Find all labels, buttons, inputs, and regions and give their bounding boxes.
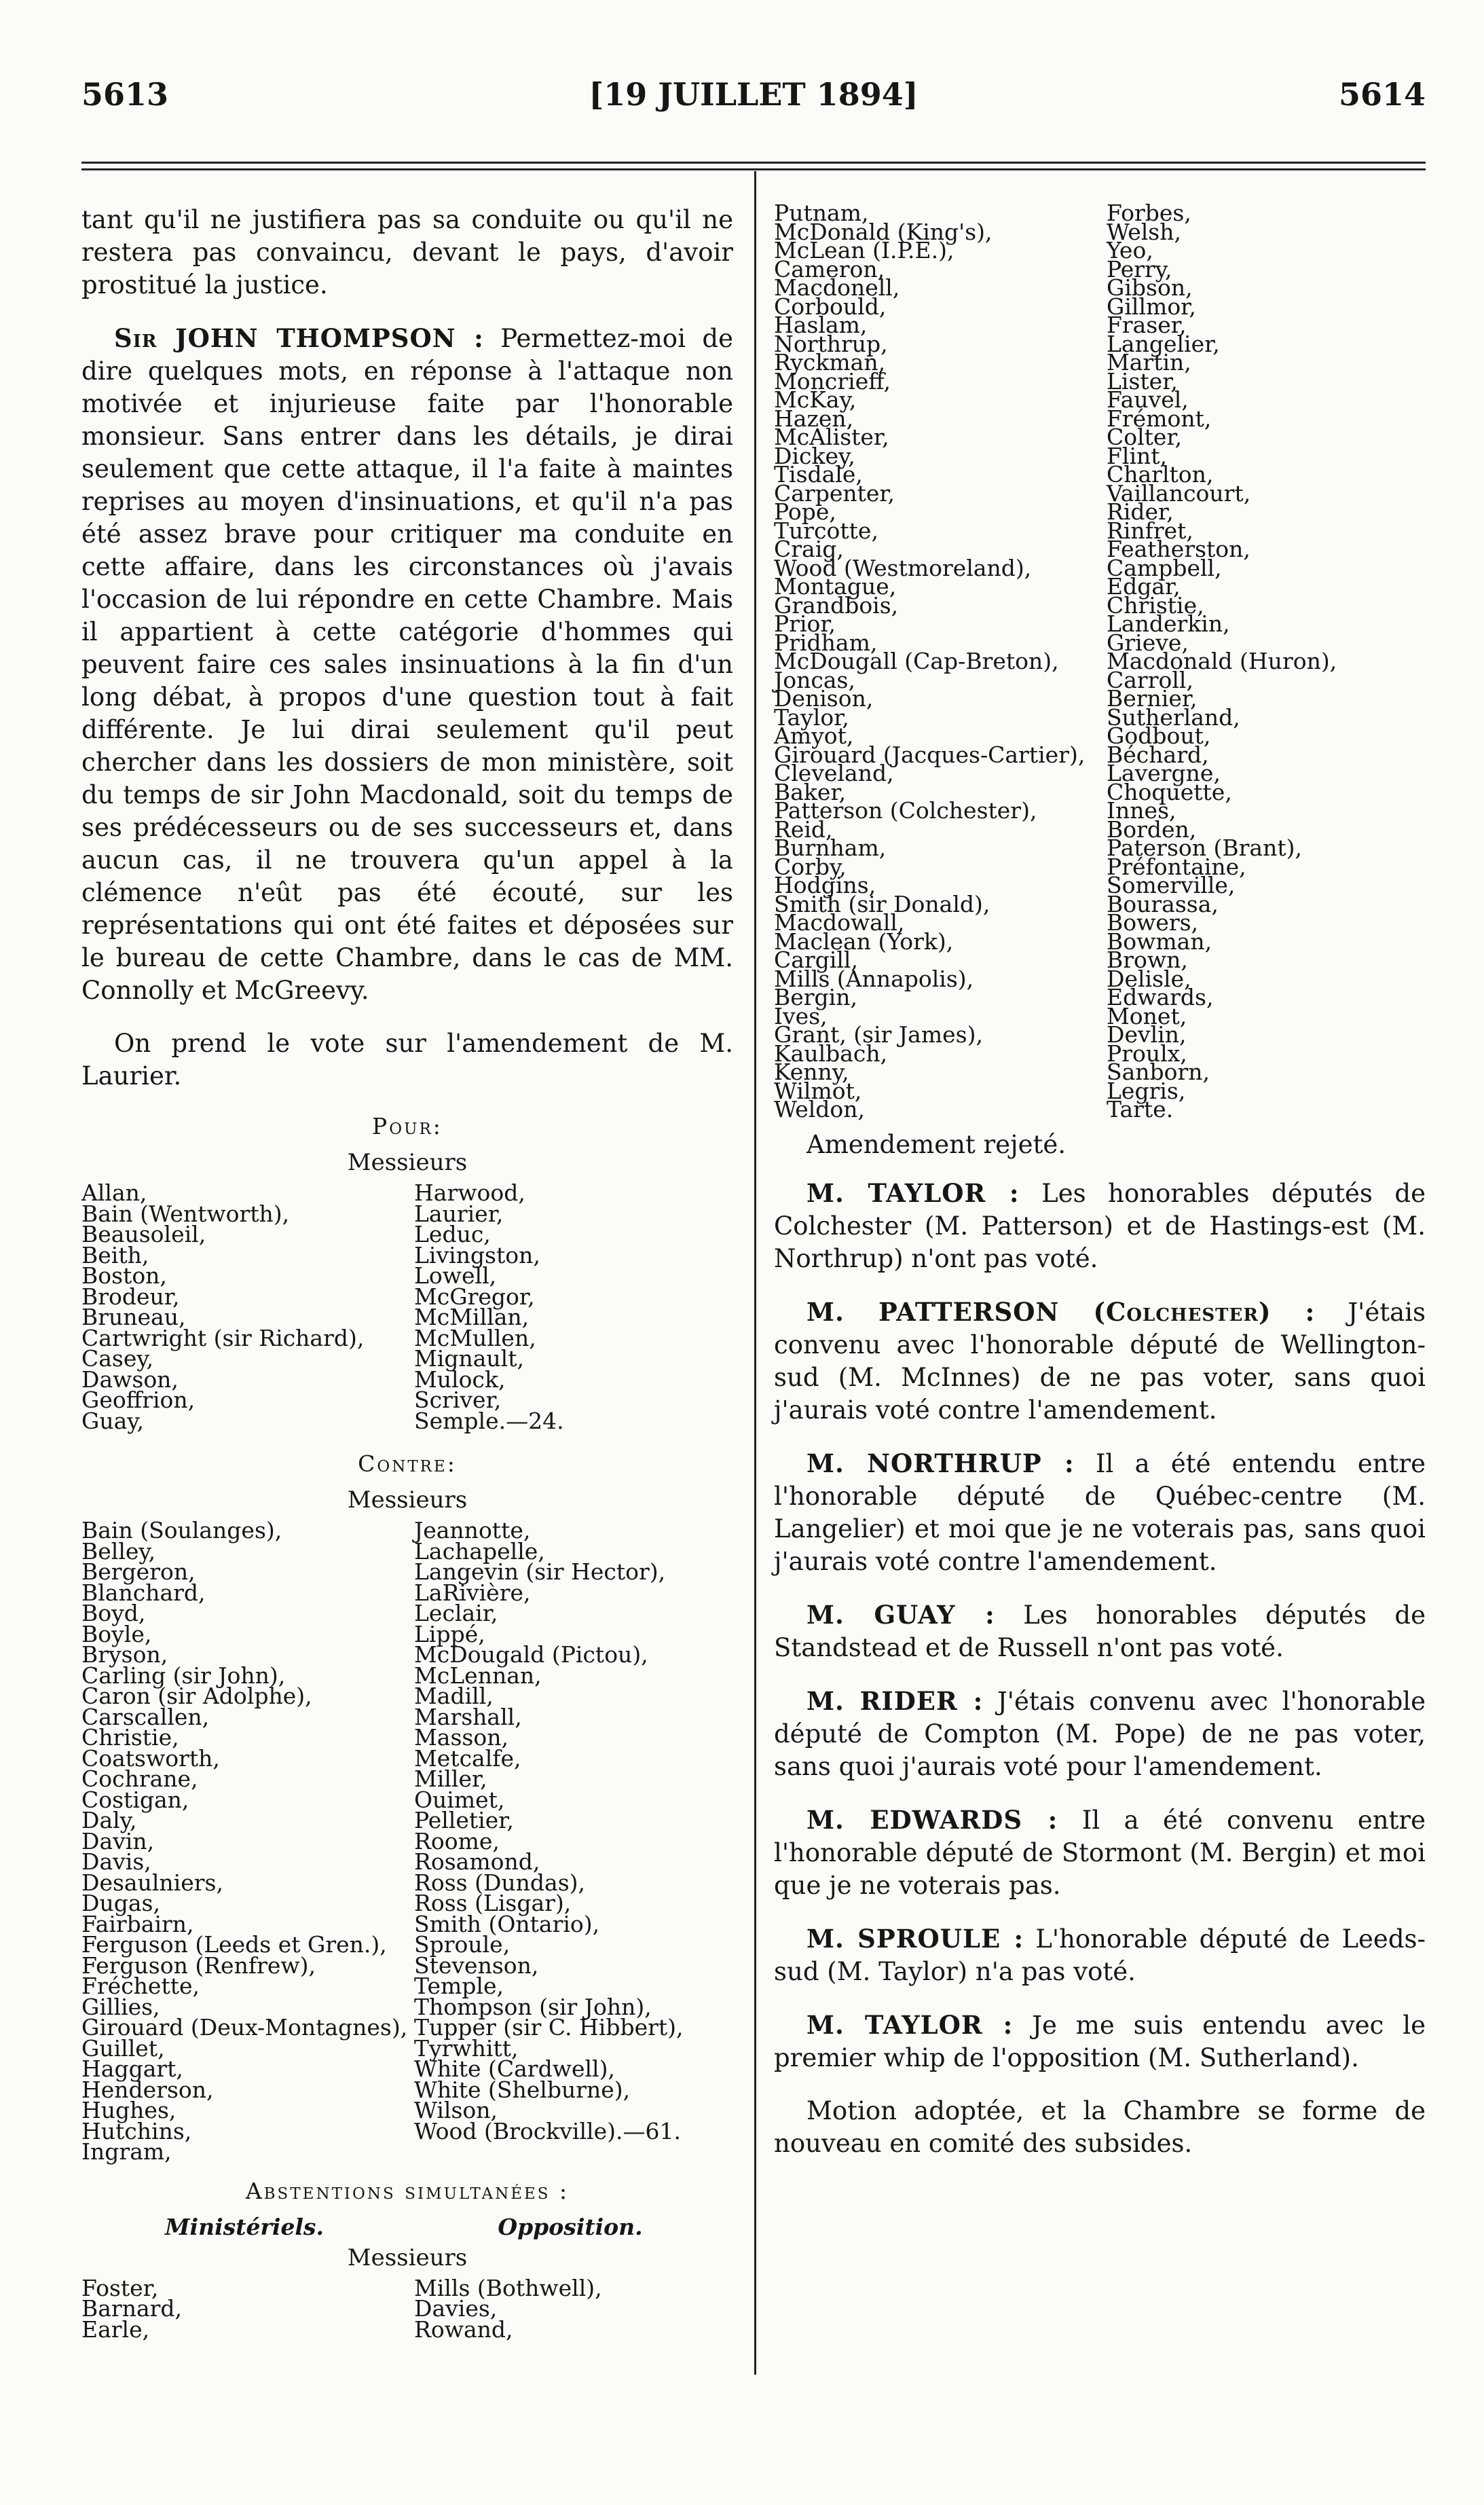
left-column	[81, 204, 733, 2343]
member-name: Thompson (sir John),	[414, 1993, 652, 2020]
member-name: Coatsworth,	[81, 1744, 220, 1772]
member-name: Tyrwhitt,	[414, 2034, 519, 2062]
statement-text: L'honorable député de Leeds-sud (M. Taylor) n'a pas voté.	[774, 1924, 1426, 1986]
member-name: Ingram,	[81, 2138, 172, 2165]
member-name: Casey,	[81, 1345, 154, 1372]
member-name: Livingston,	[414, 1241, 540, 1268]
member-name: White (Shelburne),	[414, 2076, 631, 2103]
member-name: Bowman,	[1107, 928, 1212, 955]
statement-paragraph	[774, 1922, 1426, 1988]
member-name: Bourassa,	[1107, 890, 1219, 917]
member-name: Scriver,	[414, 1387, 502, 1413]
member-name: Rider,	[1107, 498, 1174, 525]
contre-messieurs: Messieurs	[347, 1486, 468, 1514]
member-name: McDonald (King's),	[774, 218, 993, 245]
member-name: Langelier,	[1107, 330, 1220, 357]
member-name: Lavergne,	[1107, 760, 1221, 786]
member-name: Cochrane,	[81, 1766, 198, 1792]
pour-heading: Pour:	[372, 1113, 443, 1139]
member-name: Pridham,	[774, 629, 878, 656]
member-name: Jeannotte,	[414, 1517, 531, 1543]
member-name: Corby,	[774, 853, 847, 880]
member-name: Ouimet,	[414, 1786, 505, 1813]
member-name: Mignault,	[414, 1345, 524, 1372]
member-name: McLean (I.P.E.),	[774, 237, 954, 263]
member-name	[414, 2142, 733, 2163]
member-name: Allan,	[81, 1180, 147, 1206]
member-name: Campbell,	[1107, 554, 1222, 581]
statement-text: Je me suis entendu avec le premier whip de l'opposition (M. Sutherland).	[774, 2010, 1426, 2072]
statement-paragraph	[774, 1685, 1426, 1783]
column-divider	[754, 171, 756, 2375]
member-name: Bergeron,	[81, 1558, 196, 1585]
member-name: Borden,	[1107, 816, 1197, 843]
opening-paragraph: tant qu'il ne justifiera pas sa conduite ou qu'il ne restera pas convaincu, devant le pays, d'avoir prostitué la justice.	[81, 205, 733, 299]
member-name: Ives,	[774, 1002, 828, 1029]
member-name: Earle,	[81, 2316, 150, 2343]
member-name: Masson,	[414, 1724, 508, 1751]
member-name: Bryson,	[81, 1641, 168, 1668]
member-name: Gillmor,	[1107, 293, 1196, 320]
member-name: Burnham,	[774, 835, 887, 861]
member-name: Foster,	[81, 2274, 159, 2301]
member-name: Moncrieff,	[774, 367, 891, 395]
member-name: Grant, (sir James),	[774, 1021, 983, 1048]
member-name: Leclair,	[414, 1600, 498, 1626]
members-statements	[774, 1177, 1426, 2074]
member-name: Davin,	[81, 1827, 155, 1854]
member-name: Blanchard,	[81, 1579, 206, 1606]
member-name: Turcotte,	[774, 517, 878, 544]
speaker-name: M. SPROULE :	[806, 1923, 1024, 1954]
member-name: Amyot,	[774, 723, 854, 749]
speaker-name: Sir JOHN THOMPSON :	[114, 323, 484, 353]
member-name: Innes,	[1107, 797, 1176, 824]
member-name: Corbould,	[774, 293, 887, 320]
member-name: Girouard (Jacques-Cartier),	[774, 741, 1086, 768]
speaker-name: M. RIDER :	[806, 1685, 984, 1716]
member-name: Monet,	[1107, 1002, 1187, 1029]
member-name: Bergin,	[774, 984, 857, 1010]
abstentions-messieurs: Messieurs	[347, 2244, 468, 2271]
member-name: Featherston,	[1107, 536, 1250, 562]
speaker-name: M. TAYLOR :	[806, 2009, 1014, 2040]
member-name: Tarte.	[1107, 1096, 1174, 1122]
member-name: Préfontaine,	[1107, 853, 1246, 880]
member-name: Boyle,	[81, 1620, 152, 1647]
member-name: Colter,	[1107, 424, 1183, 450]
member-name: Choquette,	[1107, 778, 1232, 805]
member-name: Mulock,	[414, 1366, 506, 1393]
contre-list-continued	[774, 200, 1426, 1122]
header-date: [19 JUILLET 1894]	[589, 76, 919, 113]
member-name: Marshall,	[414, 1703, 522, 1730]
vote-announcement: On prend le vote sur l'amendement de M. Laurier.	[81, 1029, 733, 1091]
member-name: Lister,	[1107, 367, 1178, 395]
member-name: Legris,	[1107, 1077, 1186, 1104]
member-name: Bernier,	[1107, 685, 1198, 712]
speaker-name: M. GUAY :	[806, 1599, 995, 1630]
thompson-paragraph	[81, 322, 733, 1007]
member-name: McMillan,	[414, 1304, 530, 1330]
member-name: Beith,	[81, 1241, 149, 1268]
member-name: Fraser,	[1107, 312, 1187, 338]
right-page-number: 5614	[1338, 76, 1426, 113]
member-name: McMullen,	[414, 1324, 536, 1351]
ministeriels-label: Ministériels.	[165, 2213, 324, 2240]
pour-list	[81, 1180, 733, 1434]
member-name: Flint,	[1107, 442, 1168, 469]
contre-list	[81, 1517, 733, 2165]
member-name: Temple,	[414, 1973, 504, 1999]
member-name: Guay,	[81, 1407, 145, 1434]
member-name: Langevin (sir Hector),	[414, 1558, 666, 1585]
page-header	[81, 76, 1426, 124]
member-name: Sutherland,	[1107, 703, 1240, 731]
speaker-name: M. NORTHRUP :	[806, 1448, 1075, 1478]
statement-paragraph	[774, 1598, 1426, 1664]
member-name: Ferguson (Leeds et Gren.),	[81, 1931, 387, 1958]
member-name: Kaulbach,	[774, 1040, 888, 1067]
member-name: Madill,	[414, 1683, 494, 1709]
member-name: Roome,	[414, 1827, 500, 1854]
statement-text: Il a été convenu entre l'honorable député de Stormont (M. Bergin) et moi que je ne voterais pas.	[774, 1805, 1426, 1900]
member-name: Taylor,	[774, 703, 849, 731]
member-name: Pelletier,	[414, 1807, 514, 1833]
member-name: Denison,	[774, 685, 874, 712]
member-name: Wood (Brockville).—61.	[414, 2117, 681, 2144]
member-name: Cameron,	[774, 255, 885, 282]
member-name: Carscallen,	[81, 1703, 210, 1730]
abstentions-list	[81, 2274, 733, 2343]
member-name: Hughes,	[81, 2097, 177, 2123]
member-name: Mills (Bothwell),	[414, 2274, 602, 2301]
pour-messieurs: Messieurs	[347, 1149, 468, 1176]
member-name: Macdonell,	[774, 274, 900, 301]
vote-result: Amendement rejeté.	[806, 1129, 1066, 1159]
abstentions-groups	[81, 2214, 733, 2240]
member-name: Henderson,	[81, 2076, 214, 2103]
final-motion: Motion adoptée, et la Chambre se forme de nouveau en comité des subsides.	[774, 2096, 1426, 2158]
member-name: Girouard (Deux-Montagnes),	[81, 2014, 408, 2041]
member-name: LaRivière,	[414, 1579, 531, 1606]
member-name: Ross (Dundas),	[414, 1869, 586, 1896]
member-name: Wilmot,	[774, 1077, 862, 1104]
member-name: Cargill,	[774, 947, 858, 973]
member-name: Metcalfe,	[414, 1744, 521, 1772]
member-name: Bowers,	[1107, 909, 1199, 936]
member-name: Fauvel,	[1107, 386, 1189, 413]
member-name: Maclean (York),	[774, 928, 954, 955]
contre-heading: Contre:	[358, 1450, 457, 1477]
member-name: Hutchins,	[81, 2117, 192, 2144]
member-name: Somerville,	[1107, 872, 1236, 898]
member-name: Reid,	[774, 816, 833, 843]
member-name: Grandbois,	[774, 591, 899, 619]
speaker-name: M. TAYLOR :	[806, 1177, 1020, 1208]
member-name: Forbes,	[1107, 200, 1191, 226]
member-name: Charlton,	[1107, 461, 1214, 488]
member-name: Gibson,	[1107, 274, 1193, 301]
member-name: Béchard,	[1107, 741, 1209, 768]
statement-text: J'étais convenu avec l'honorable député de Wellington-sud (M. McInnes) de ne pas voter, sans quoi j'aurais voté contre l'amendement.	[774, 1297, 1426, 1425]
member-name: McGregor,	[414, 1283, 535, 1310]
statement-text: J'étais convenu avec l'honorable député de Compton (M. Pope) de ne pas voter, sans quoi j'aurais voté pour l'amendement.	[774, 1686, 1426, 1781]
member-name: Wood (Westmoreland),	[774, 554, 1032, 581]
member-name: Cartwright (sir Richard),	[81, 1324, 365, 1351]
member-name: Sanborn,	[1107, 1059, 1210, 1085]
member-name: Welsh,	[1107, 218, 1181, 245]
member-name: Carpenter,	[774, 479, 895, 507]
member-name: Carling (sir John),	[81, 1662, 286, 1689]
right-column	[774, 200, 1426, 2180]
member-name: Prior,	[774, 610, 836, 637]
member-name: Grieve,	[1107, 629, 1189, 656]
member-name: Lachapelle,	[414, 1537, 545, 1565]
left-page-number: 5613	[81, 76, 169, 113]
member-name: Perry,	[1107, 255, 1172, 282]
member-name: Edwards,	[1107, 984, 1214, 1010]
member-name: Lippé,	[414, 1620, 485, 1647]
member-name: Martin,	[1107, 349, 1191, 376]
header-rule-top	[81, 162, 1426, 164]
member-name: Beausoleil,	[81, 1221, 206, 1247]
member-name: Rowand,	[414, 2316, 513, 2343]
member-name: Haggart,	[81, 2055, 183, 2082]
member-name: Bain (Soulanges),	[81, 1517, 282, 1543]
member-name: Boyd,	[81, 1600, 146, 1626]
statement-text: Il a été entendu entre l'honorable député de Québec-centre (M. Langelier) et moi que je ne voterais pas, sans quoi j'aurais voté contre l'amendement.	[774, 1448, 1426, 1576]
header-rule-bottom	[81, 168, 1426, 170]
member-name: Gillies,	[81, 1993, 160, 2020]
member-name: Guillet,	[81, 2034, 165, 2062]
statement-text: Les honorables députés de Standstead et de Russell n'ont pas voté.	[774, 1600, 1426, 1662]
member-name: Yeo,	[1107, 237, 1153, 263]
member-name: McDougald (Pictou),	[414, 1641, 648, 1668]
member-name: McDougall (Cap-Breton),	[774, 648, 1059, 674]
speaker-name: M. EDWARDS :	[806, 1804, 1058, 1835]
member-name: Stevenson,	[414, 1952, 539, 1979]
member-name: Tupper (sir C. Hibbert),	[414, 2014, 684, 2041]
member-name: Ross (Lisgar),	[414, 1890, 572, 1916]
member-name: Kenny,	[774, 1059, 849, 1085]
member-name: Delisle,	[1107, 965, 1191, 992]
member-name: Landerkin,	[1107, 610, 1230, 637]
member-name: Fréchette,	[81, 1973, 200, 1999]
member-name: Geoffrion,	[81, 1387, 196, 1413]
member-name: Weldon,	[774, 1096, 866, 1122]
member-name: Desaulniers,	[81, 1869, 223, 1896]
member-name: Ryckman,	[774, 349, 886, 376]
member-name: Godbout,	[1107, 723, 1211, 749]
member-name: Frémont,	[1107, 405, 1212, 432]
member-name: White (Cardwell),	[414, 2055, 615, 2082]
member-name: Smith (sir Donald),	[774, 890, 990, 917]
member-name: Macdowall,	[774, 909, 905, 936]
member-name: Barnard,	[81, 2295, 183, 2322]
opposition-label: Opposition.	[498, 2213, 643, 2240]
member-name: Vaillancourt,	[1107, 479, 1251, 507]
member-name: Joncas,	[774, 666, 855, 693]
abstentions-heading: Abstentions simultanées :	[245, 2177, 570, 2204]
member-name: Christie,	[81, 1724, 179, 1751]
member-name: Costigan,	[81, 1786, 189, 1813]
member-name: Ferguson (Renfrew),	[81, 1952, 316, 1979]
member-name: Brodeur,	[81, 1283, 180, 1310]
member-name: McAlister,	[774, 424, 889, 450]
member-name: Fairbairn,	[81, 1910, 194, 1937]
member-name: Christie,	[1107, 591, 1204, 619]
member-name: Rosamond,	[414, 1848, 540, 1875]
member-name: Patterson (Colchester),	[774, 797, 1037, 824]
member-name: Dawson,	[81, 1366, 179, 1393]
member-name: Sproule,	[414, 1931, 511, 1958]
member-name: Northrup,	[774, 330, 888, 357]
member-name: Caron (sir Adolphe),	[81, 1683, 312, 1709]
member-name: Wilson,	[414, 2097, 498, 2123]
member-name: Hodgins,	[774, 872, 876, 898]
member-name: Daly,	[81, 1807, 137, 1833]
member-name: Mills (Annapolis),	[774, 965, 974, 992]
statement-paragraph	[774, 1447, 1426, 1578]
member-name: Dugas,	[81, 1890, 160, 1916]
member-name: Lowell,	[414, 1262, 497, 1289]
member-name: Davies,	[414, 2295, 498, 2322]
member-name: Paterson (Brant),	[1107, 835, 1302, 861]
member-name: Boston,	[81, 1262, 167, 1289]
member-name: Haslam,	[774, 312, 868, 338]
member-name: Carroll,	[1107, 666, 1193, 693]
member-name: Dickey,	[774, 442, 855, 469]
member-name: Pope,	[774, 498, 836, 525]
member-name: Harwood,	[414, 1180, 525, 1206]
statement-paragraph	[774, 1296, 1426, 1427]
member-name: Laurier,	[414, 1200, 504, 1227]
member-name: Macdonald (Huron),	[1107, 648, 1337, 674]
speech-text: Permettez-moi de dire quelques mots, en réponse à l'attaque non motivée et injurieuse faite par l'honorable monsieur. Sans entrer dans les détails, je dirai seulement que cette attaque, il l'a faite à maintes reprises au moyen d'insinuations, et qu'il n'a pas été assez brave pour critiquer ma conduite en cette affaire, dans les circonstances où j'avais l'occasion de lui répondre en cette Chambre. Mais il appartient à cette catégorie d'hommes qui peuvent faire ces sales insinuations à la fin d'un long débat, à propos d'une question tout à fait différente. Je lui dirai seulement qu'il peut chercher dans les dossiers de mon ministère, soit du temps de sir John Macdonald, soit du temps de ses prédécesseurs ou de ses successeurs et, dans aucun cas, il ne trouvera qu'un appel à la clémence n'eût pas été écouté, sur les représentations qui ont été faites et déposées sur le bureau de cette Chambre, dans le cas de MM. Connolly et McGreevy.	[81, 324, 733, 1005]
member-name: Smith (Ontario),	[414, 1910, 600, 1937]
statement-paragraph	[774, 1804, 1426, 1902]
member-name: McLennan,	[414, 1662, 542, 1689]
member-name: Craig,	[774, 536, 844, 562]
member-name: McKay,	[774, 386, 857, 413]
member-name: Rinfret,	[1107, 517, 1193, 544]
member-name: Bruneau,	[81, 1304, 186, 1330]
member-name: Tisdale,	[774, 461, 863, 488]
member-name: Montague,	[774, 573, 897, 600]
member-name: Brown,	[1107, 947, 1188, 973]
member-name: Baker,	[774, 778, 847, 805]
statement-paragraph	[774, 2009, 1426, 2074]
member-name: Miller,	[414, 1766, 487, 1792]
speaker-name: M. PATTERSON (Colchester) :	[806, 1296, 1316, 1327]
statement-text: Les honorables députés de Colchester (M. Patterson) et de Hastings-est (M. Northrup) n'ont pas voté.	[774, 1178, 1426, 1273]
member-name: Bain (Wentworth),	[81, 1200, 290, 1227]
member-name: Putnam,	[774, 200, 869, 226]
statement-paragraph	[774, 1177, 1426, 1275]
member-name: Edgar,	[1107, 573, 1181, 600]
member-name: Davis,	[81, 1848, 151, 1875]
member-name: Devlin,	[1107, 1021, 1187, 1048]
member-name: Semple.—24.	[414, 1407, 564, 1434]
member-name: Cleveland,	[774, 760, 894, 786]
member-name: Leduc,	[414, 1221, 491, 1247]
member-name: Belley,	[81, 1537, 156, 1565]
member-name: Proulx,	[1107, 1040, 1187, 1067]
member-name: Hazen,	[774, 405, 854, 432]
